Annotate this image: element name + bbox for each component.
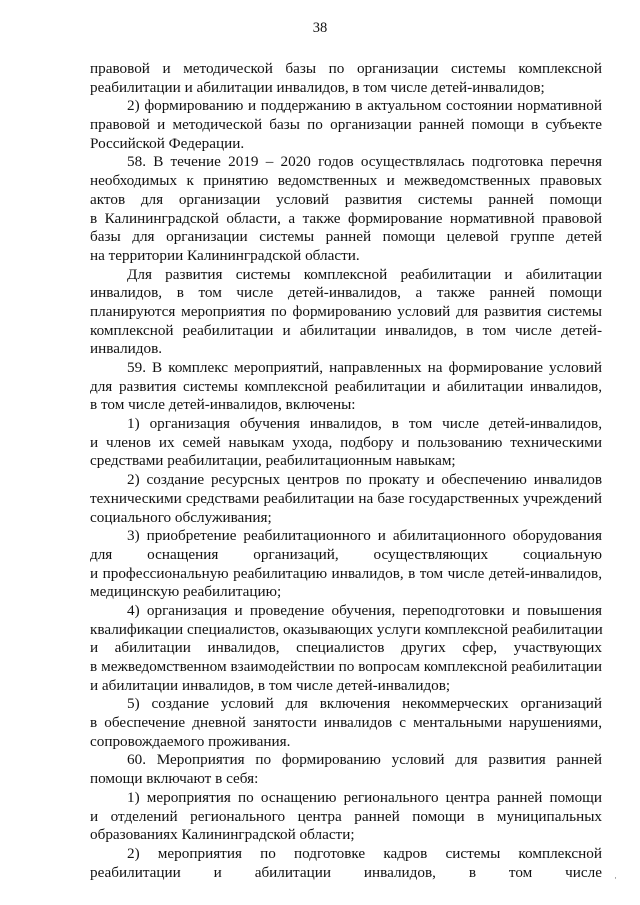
scan-mark: · — [614, 873, 617, 883]
text-line: помощи включают в себя: — [90, 770, 259, 788]
text-line: для развития системы комплексной реабилитации и абилитации инвалидов, — [90, 377, 602, 395]
text-line: Для развития системы комплексной реабилитации и абилитации — [127, 265, 602, 283]
text-line: планируются мероприятия по формированию условий для развития системы — [90, 302, 602, 320]
text-line: и членов их семей навыкам ухода, подбору и пользованию техническими — [90, 433, 602, 451]
text-line: медицинскую реабилитацию; — [90, 583, 282, 601]
text-line: на территории Калининградской области. — [90, 246, 360, 264]
text-line: и абилитации инвалидов, в том числе детей-инвалидов; — [90, 676, 451, 694]
text-line: необходимых к принятию ведомственных и межведомственных правовых — [90, 172, 602, 190]
text-line: 1) мероприятия по оснащению регионального центра ранней помощи — [127, 788, 602, 806]
text-line: актов для организации условий развития системы ранней помощи — [90, 190, 602, 208]
text-line: Российской Федерации. — [90, 134, 245, 152]
text-line: образованиях Калининградской области; — [90, 826, 355, 844]
text-line: 59. В комплекс мероприятий, направленных на формирование условий — [127, 359, 602, 376]
text-line: в обеспечение дневной занятости инвалидов с ментальными нарушениями, — [90, 714, 602, 732]
text-line: реабилитации и абилитации инвалидов, в том числе — [90, 863, 602, 881]
text-line: реабилитации и абилитации инвалидов, в том числе детей-инвалидов; — [90, 78, 545, 96]
body-text — [90, 60, 602, 882]
text-line: инвалидов, в том числе детей-инвалидов, а также ранней помощи — [90, 284, 602, 302]
text-line: в Калининградской области, а также формирование нормативной правовой — [90, 209, 602, 227]
text-line: и отделений регионального центра ранней помощи в муниципальных — [90, 807, 602, 825]
text-line: 2) мероприятия по подготовке кадров системы комплексной — [127, 844, 602, 862]
text-line: и абилитации инвалидов, специалистов других сфер, участвующих — [90, 639, 602, 657]
text-line: 2) формированию и поддержанию в актуальном состоянии нормативной — [127, 97, 602, 115]
text-line: 60. Мероприятия по формированию условий для развития ранней — [127, 751, 602, 769]
text-line: социального обслуживания; — [90, 508, 272, 526]
text-line: инвалидов. — [90, 340, 163, 358]
text-line: правовой и методической базы по организации ранней помощи в субъекте — [90, 116, 602, 134]
text-line: и профессиональную реабилитацию инвалидов, в том числе детей-инвалидов, — [90, 564, 602, 582]
text-line: квалификации специалистов, оказывающих услуги комплексной реабилитации — [90, 620, 603, 638]
text-line: 5) создание условий для включения некоммерческих организаций — [127, 695, 602, 713]
text-line: 4) организация и проведение обучения, переподготовки и повышения — [127, 601, 602, 619]
text-line: базы для организации системы ранней помощи целевой группе детей — [90, 228, 602, 246]
text-line: 58. В течение 2019 – 2020 годов осуществлялась подготовка перечня — [127, 153, 602, 171]
text-line: 3) приобретение реабилитационного и абилитационного оборудования — [127, 527, 602, 545]
text-line: в межведомственном взаимодействии по вопросам комплексной реабилитации — [90, 658, 602, 675]
text-line: в том числе детей-инвалидов, включены: — [90, 396, 356, 414]
text-line: 1) организация обучения инвалидов, в том числе детей-инвалидов, — [127, 415, 602, 433]
text-line: правовой и методической базы по организации системы комплексной — [90, 60, 602, 77]
page-number: 38 — [312, 20, 328, 36]
text-line: техническими средствами реабилитации на базе государственных учреждений — [90, 489, 602, 507]
text-line: сопровождаемого проживания. — [90, 732, 291, 750]
text-line: средствами реабилитации, реабилитационным навыкам; — [90, 452, 456, 470]
text-line: комплексной реабилитации и абилитации инвалидов, в том числе детей- — [90, 321, 602, 339]
text-line: для оснащения организаций, осуществляющих социальную — [90, 545, 602, 563]
text-line: 2) создание ресурсных центров по прокату и обеспечению инвалидов — [127, 471, 602, 489]
